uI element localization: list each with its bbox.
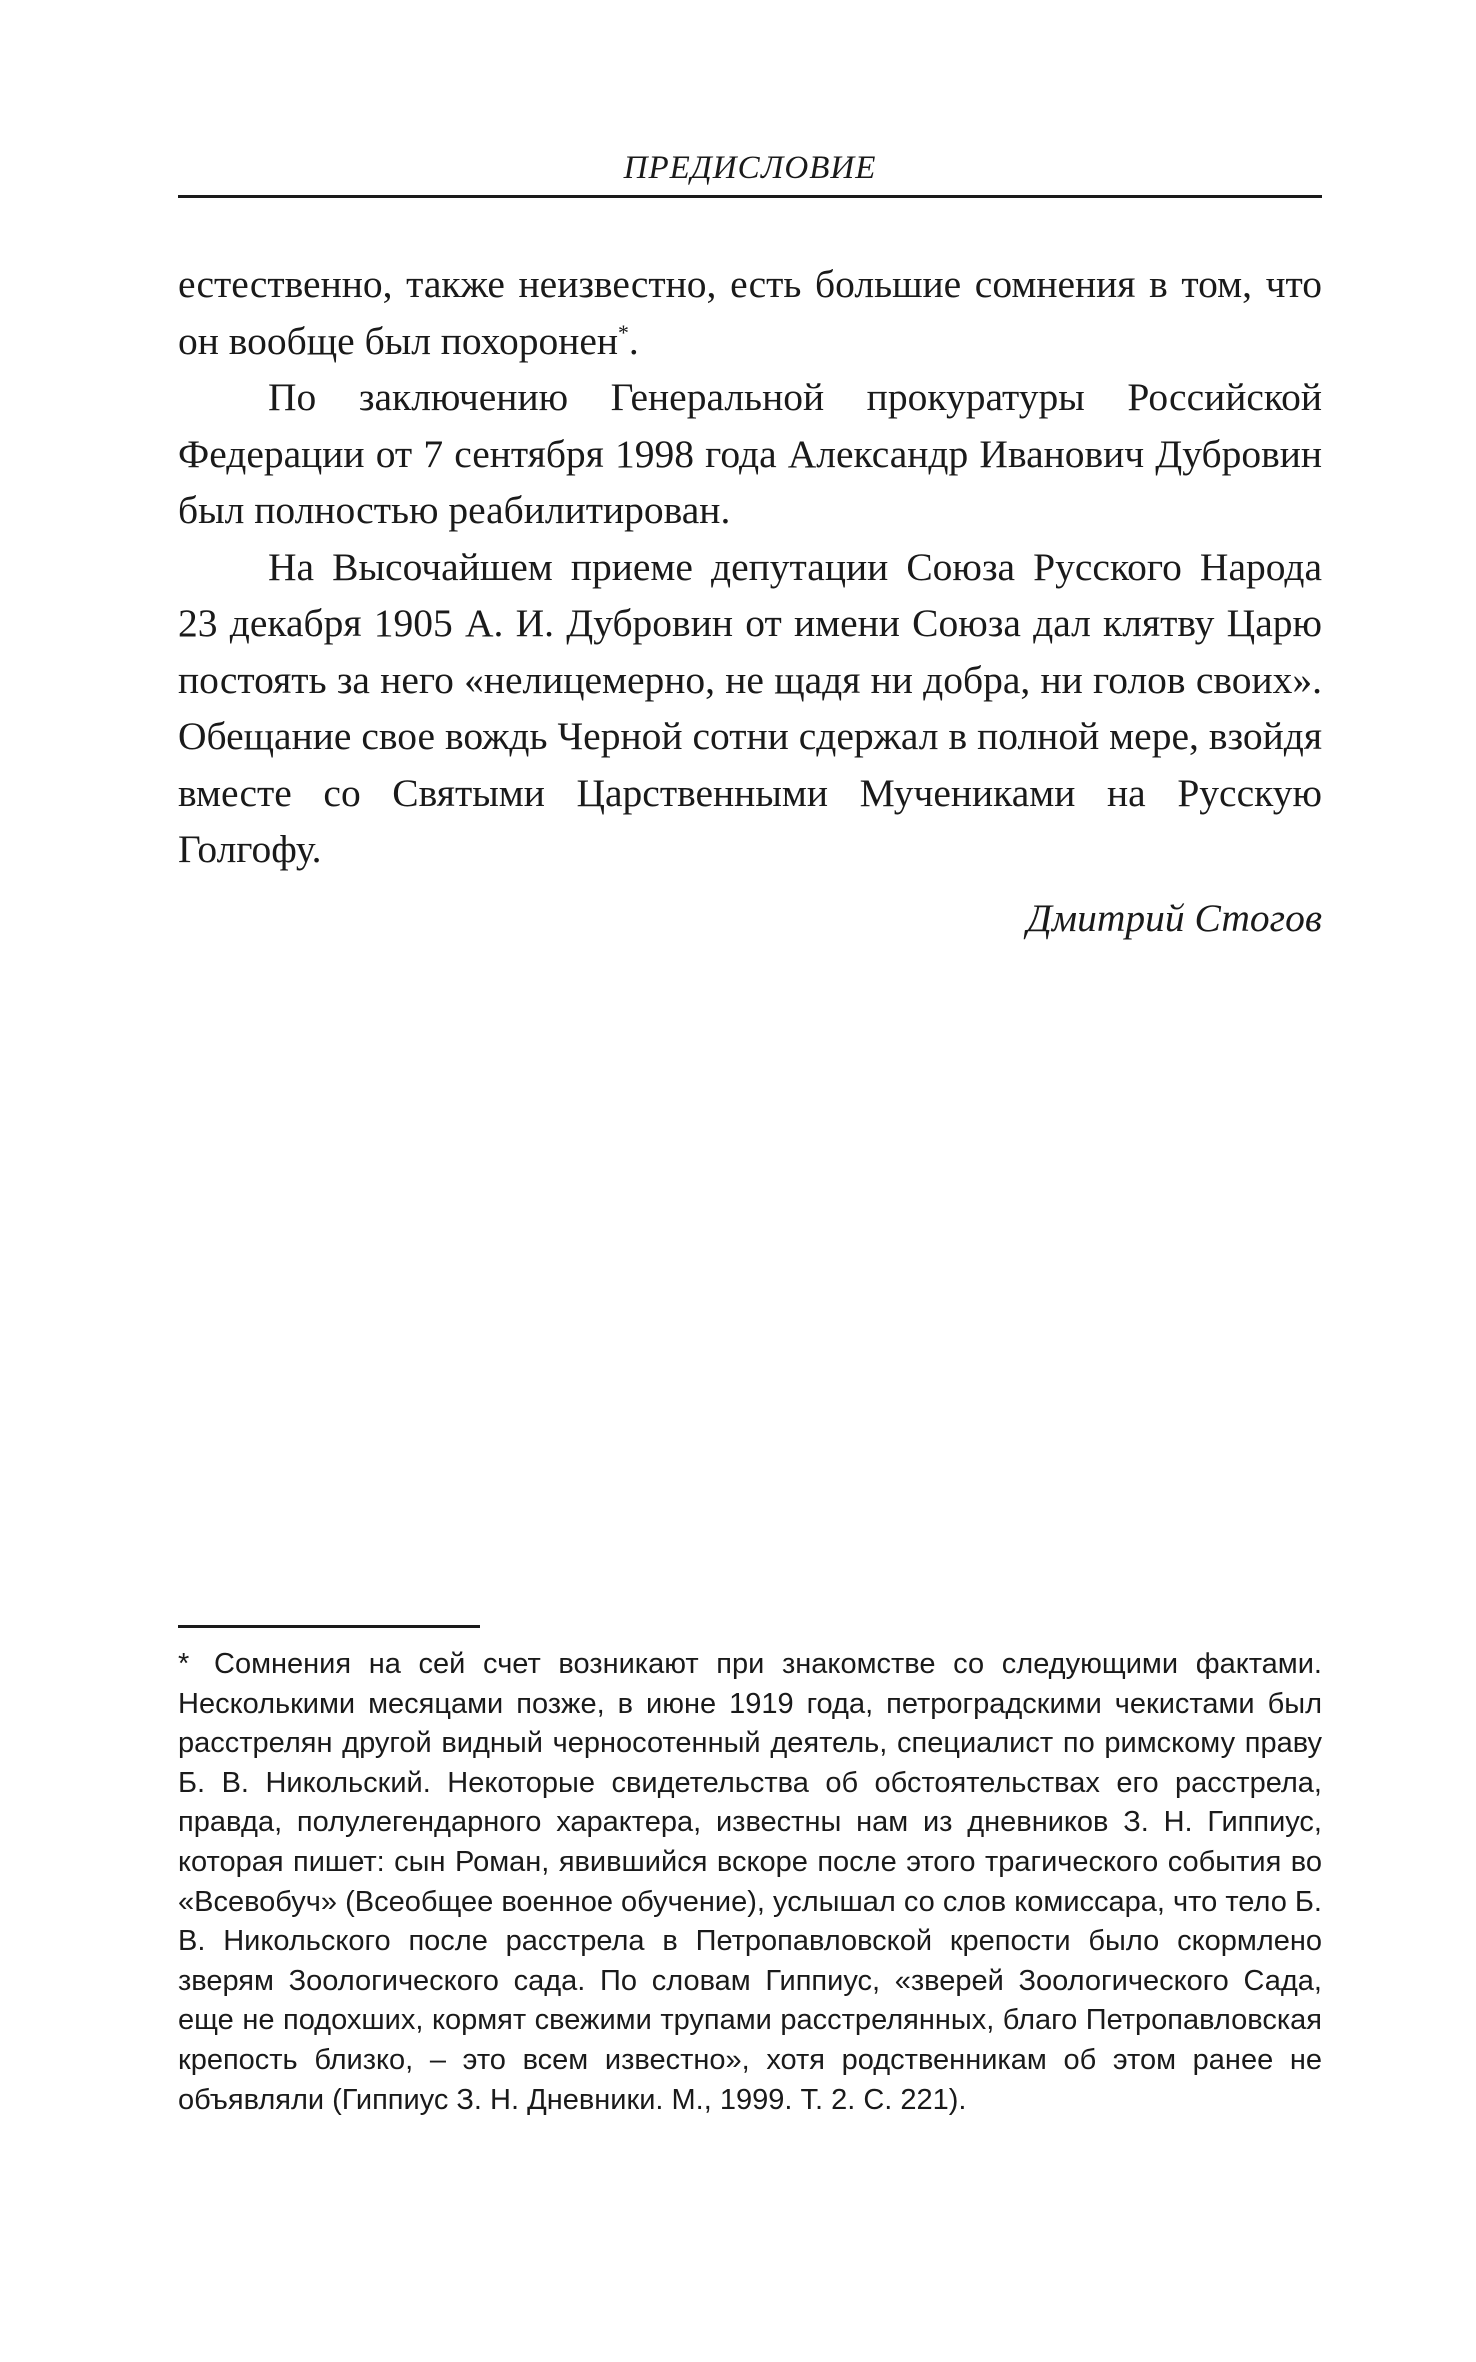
paragraph-2: По заключению Генеральной прокуратуры Российской Федерации от 7 сентября 1998 года Александр Иванович Дубровин был полностью реабилитирован. xyxy=(178,375,1322,532)
paragraph-1-end: . xyxy=(628,318,639,363)
footnote-paragraph xyxy=(178,1645,1322,2120)
footnote xyxy=(178,1645,1322,2120)
paragraph-3: На Высочайшем приеме депутации Союза Русского Народа 23 декабря 1905 А. И. Дубровин от имени Союза дал клятву Царю постоять за него «нелицемерно, не щадя ни добра, ни голов своих». Обещание свое вождь Черной сотни сдержал в полной мере, взойдя вместе со Святыми Царственными Мучениками на Русскую Голгофу. xyxy=(178,544,1322,871)
paragraph-1 xyxy=(178,256,1322,369)
author-signature: Дмитрий Стогов xyxy=(1026,896,1322,940)
footnote-text: Сомнения на сей счет возникают при знакомстве со следующими фактами. Несколькими месяцами позже, в июне 1919 года, петроградскими чекистами был расстрелян другой видный черносотенный деятель, специалист по римскому праву Б. В. Никольский. Некоторые свидетельства об обстоятельствах его расстрела, правда, полулегендарного характера, известны нам из дневников З. Н. Гиппиус, которая пишет: сын Роман, явившийся вскоре после этого трагического события во «Всевобуч» (Всеобщее военное обучение), услышал со слов комиссара, что тело Б. В. Никольского после расстрела в Петропавловской крепости было скормлено зверям Зоологического сада. По словам Гиппиус, «зверей Зоологического Сада, еще не подохших, кормят свежими трупами расстрелянных, благо Петропавловская крепость близко, – это всем известно», хотя родственникам об этом ранее не объявляли (Гиппиус З. Н. Дневники. М., 1999. Т. 2. С. 221). xyxy=(178,1648,1322,2116)
footnote-mark: * xyxy=(178,1648,190,1680)
book-page xyxy=(178,0,1322,2362)
footnote-reference[interactable]: * xyxy=(618,320,629,345)
footnote-rule xyxy=(178,1625,480,1628)
main-text xyxy=(178,256,1322,878)
running-header: ПРЕДИСЛОВИЕ xyxy=(623,150,877,186)
header-rule xyxy=(178,195,1322,198)
paragraph-1-text: естественно, также неизвестно, есть большие сомнения в том, что он вообще был похоронен xyxy=(178,262,1322,363)
